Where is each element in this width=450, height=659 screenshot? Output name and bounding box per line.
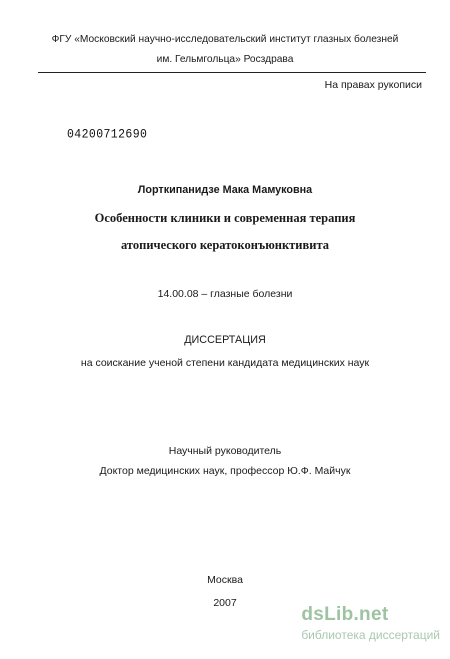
watermark-logo: dsLib.net xyxy=(301,604,389,625)
year: 2007 xyxy=(213,597,237,609)
institute-line-2: им. Гельмгольца» Росздрава xyxy=(156,54,294,65)
degree-statement: на соискание ученой степени кандидата медицинских наук xyxy=(80,357,370,369)
dslib-watermark xyxy=(301,604,440,643)
rights-note: На правах рукописи xyxy=(324,79,422,91)
watermark-subtitle: библиотека диссертаций xyxy=(301,628,440,642)
specialty-code: 14.00.08 – глазные болезни xyxy=(157,288,293,300)
thesis-title-line-2: атопического кератоконъюнктивита xyxy=(121,238,329,252)
thesis-title-line-1: Особенности клиники и современная терапия xyxy=(94,211,356,225)
supervisor-label: Научный руководитель xyxy=(168,445,282,457)
header-divider xyxy=(38,72,426,73)
city: Москва xyxy=(207,574,243,586)
institute-line-1: ФГУ «Московский научно-исследовательский институт глазных болезней xyxy=(51,34,399,45)
author-name: Лорткипанидзе Мака Мамуковна xyxy=(137,184,313,196)
registration-stamp: 04200712690 xyxy=(67,126,148,142)
document-type: ДИССЕРТАЦИЯ xyxy=(184,334,266,346)
supervisor-name: Доктор медицинских наук, профессор Ю.Ф. Майчук xyxy=(99,465,351,477)
